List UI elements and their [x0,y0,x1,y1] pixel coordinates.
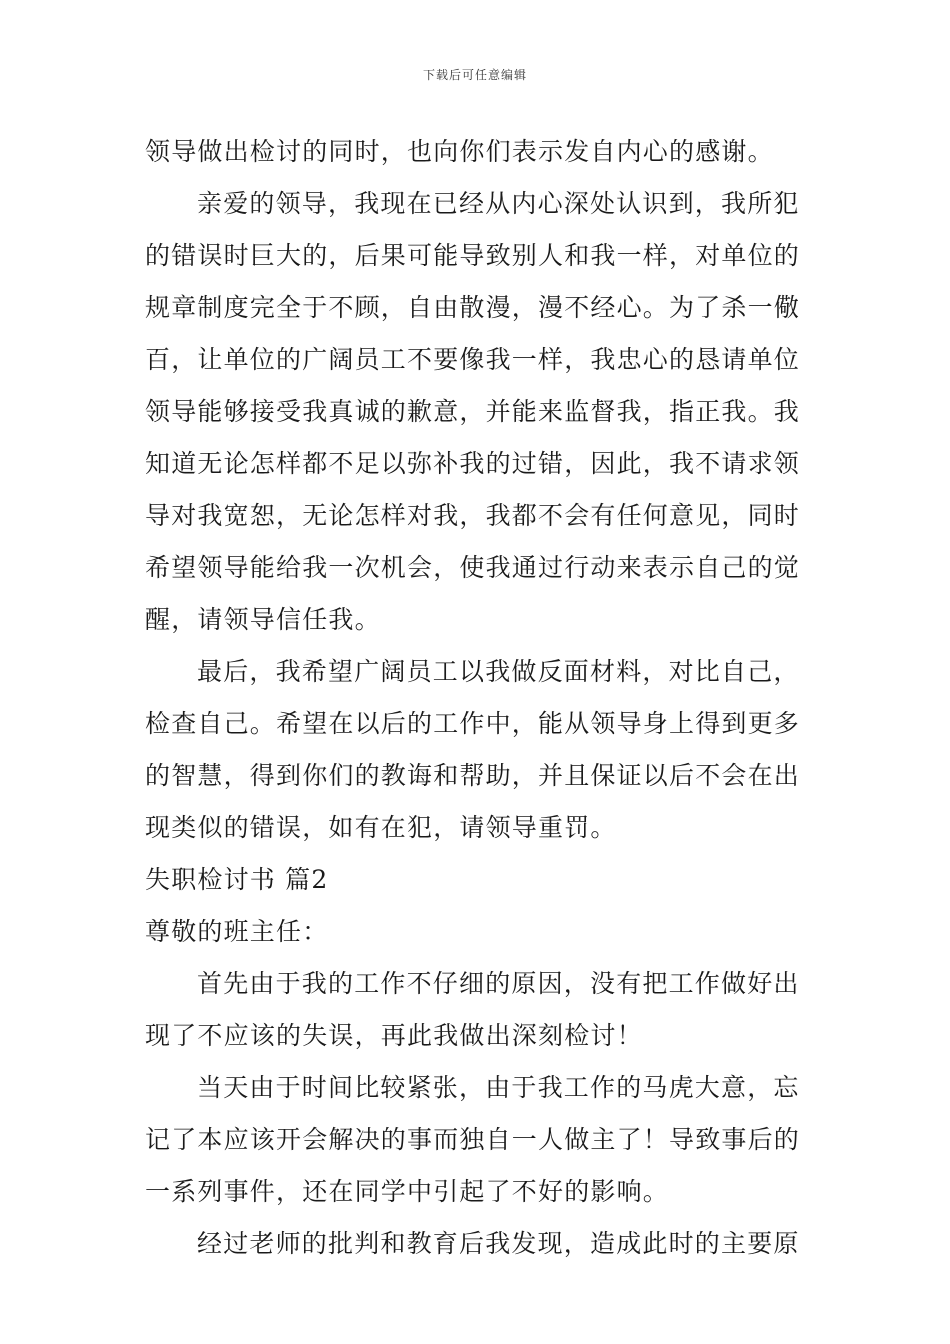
text-line: 经过老师的批判和教育后我发现，造成此时的主要原 [197,1229,800,1258]
text-line: 百，让单位的广阔员工不要像我一样，我忠心的恳请单位 [145,345,801,374]
text-line: 领导做出检讨的同时，也向你们表示发自内心的感谢。 [145,137,774,166]
text-line: 现类似的错误，如有在犯，请领导重罚。 [145,813,617,842]
text-line: 一系列事件，还在同学中引起了不好的影响。 [145,1177,670,1206]
text-line: 知道无论怎样都不足以弥补我的过错，因此，我不请求领 [145,449,801,478]
text-line: 现了不应该的失误，再此我做出深刻检讨！ [145,1021,643,1050]
text-line: 检查自己。希望在以后的工作中，能从领导身上得到更多 [145,709,801,738]
text-line: 希望领导能给我一次机会，使我通过行动来表示自己的觉 [145,553,801,582]
text-line: 尊敬的班主任： [145,917,329,946]
text-line: 领导能够接受我真诚的歉意，并能来监督我，指正我。我 [145,397,801,426]
text-line: 最后，我希望广阔员工以我做反面材料，对比自己， [197,657,800,686]
text-line: 的智慧，得到你们的教诲和帮助，并且保证以后不会在出 [145,761,801,790]
text-line: 记了本应该开会解决的事而独自一人做主了！导致事后的 [145,1125,801,1154]
text-line: 规章制度完全于不顾，自由散漫，漫不经心。为了杀一儆 [145,293,801,322]
page-header-note: 下载后可任意编辑 [422,68,527,82]
text-line: 当天由于时间比较紧张，由于我工作的马虎大意，忘 [197,1073,800,1102]
text-line: 首先由于我的工作不仔细的原因，没有把工作做好出 [197,969,800,998]
text-line: 亲爱的领导，我现在已经从内心深处认识到，我所犯 [197,189,800,218]
text-line: 导对我宽恕，无论怎样对我，我都不会有任何意见，同时 [145,501,801,530]
text-line: 的错误时巨大的，后果可能导致别人和我一样，对单位的 [145,241,801,270]
text-line: 醒，请领导信任我。 [145,605,381,634]
document-body [145,126,810,1270]
text-line: 失职检讨书 篇2 [145,865,329,894]
